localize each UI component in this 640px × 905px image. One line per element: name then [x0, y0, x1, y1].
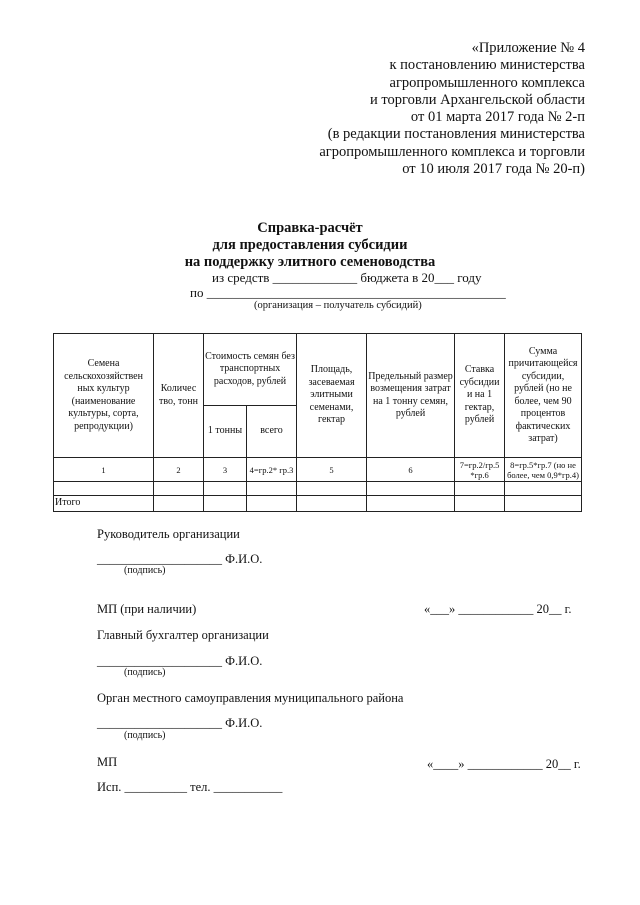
accountant-sign-caption: (подпись)	[124, 667, 166, 678]
chief-accountant-label: Главный бухгалтер организации	[97, 628, 269, 642]
table-cell[interactable]	[455, 482, 505, 496]
appendix-line: к постановлению министерства	[389, 57, 585, 74]
table-cell[interactable]	[154, 496, 204, 512]
column-number: 8=гр.5*гр.7 (но не более, чем 0,9*гр.4)	[505, 458, 582, 482]
table-cell[interactable]	[247, 482, 297, 496]
organization-line: по ______________________________________________	[190, 285, 506, 300]
mp-optional-label: МП (при наличии)	[97, 602, 197, 616]
appendix-line: агропромышленного комплекса и торговли	[319, 143, 585, 160]
title-line-3: на поддержку элитного семеноводства	[184, 254, 436, 270]
table-cell[interactable]	[297, 496, 367, 512]
organization-caption: (организация – получатель субсидий)	[254, 300, 422, 311]
total-label: Итого	[54, 496, 154, 512]
calculation-table	[53, 333, 582, 512]
local-gov-fio-line: ____________________ Ф.И.О.	[97, 716, 263, 730]
head-org-label: Руководитель организации	[97, 527, 240, 541]
mp-label: МП	[97, 755, 118, 769]
header-max-refund: Предельный размер возмещения затрат на 1 тонну семян, рублей	[367, 334, 455, 458]
header-rate: Ставка субсидии и на 1 гектар, рублей	[455, 334, 505, 458]
appendix-line: от 10 июля 2017 года № 20-п)	[402, 161, 585, 178]
table-cell[interactable]	[204, 482, 247, 496]
header-seeds: Семена сельскохозяйствен ных культур (наименование культуры, сорта, репродукции)	[54, 334, 154, 458]
header-cost-per-ton: 1 тонны	[204, 406, 247, 458]
document-title	[150, 220, 470, 271]
header-area: Площадь, засеваемая элитными семенами, гектар	[297, 334, 367, 458]
table-cell[interactable]	[297, 482, 367, 496]
column-number: 1	[54, 458, 154, 482]
table-cell[interactable]	[455, 496, 505, 512]
column-number: 7=гр.2/гр.5 *гр.6	[455, 458, 505, 482]
appendix-line: и торговли Архангельской области	[369, 91, 585, 108]
table-cell[interactable]	[505, 482, 582, 496]
appendix-line: от 01 марта 2017 года № 2-п	[410, 109, 585, 126]
head-sign-caption: (подпись)	[124, 565, 166, 576]
column-number: 5	[297, 458, 367, 482]
date-line-1: «___» ____________ 20__ г.	[424, 602, 572, 616]
head-fio-line: ____________________ Ф.И.О.	[97, 552, 263, 566]
title-line-2: для предоставления субсидии	[212, 237, 408, 253]
table-cell[interactable]	[367, 496, 455, 512]
column-number: 6	[367, 458, 455, 482]
header-quantity: Количес тво, тонн	[154, 334, 204, 458]
appendix-line: агропромышленного комплекса	[389, 74, 585, 91]
table-cell[interactable]	[204, 496, 247, 512]
table-cell[interactable]	[154, 482, 204, 496]
table-cell[interactable]	[367, 482, 455, 496]
column-number: 3	[204, 458, 247, 482]
date-line-2: «____» ____________ 20__ г.	[427, 757, 581, 771]
appendix-line: «Приложение № 4	[471, 40, 585, 56]
column-number: 2	[154, 458, 204, 482]
title-line-1: Справка-расчёт	[257, 220, 363, 236]
table-row	[54, 482, 582, 496]
header-cost-total: всего	[247, 406, 297, 458]
local-gov-sign-caption: (подпись)	[124, 730, 166, 741]
local-gov-label: Орган местного самоуправления муниципального района	[97, 691, 404, 705]
table-cell[interactable]	[54, 482, 154, 496]
table-cell[interactable]	[247, 496, 297, 512]
header-subsidy-sum: Сумма причитающейся субсидии, рублей (но не более, чем 90 процентов фактических затрат)	[505, 334, 582, 458]
table-cell[interactable]	[505, 496, 582, 512]
appendix-header	[319, 40, 585, 178]
header-cost-group: Стоимость семян без транспортных расходов, рублей	[204, 334, 297, 406]
accountant-fio-line: ____________________ Ф.И.О.	[97, 654, 263, 668]
total-row	[54, 496, 582, 512]
executor-line: Исп. __________ тел. ___________	[97, 780, 283, 794]
budget-source-line: из средств _____________ бюджета в 20___ году	[212, 270, 482, 285]
column-number: 4=гр.2* гр.3	[247, 458, 297, 482]
appendix-line: (в редакции постановления министерства	[327, 126, 585, 143]
